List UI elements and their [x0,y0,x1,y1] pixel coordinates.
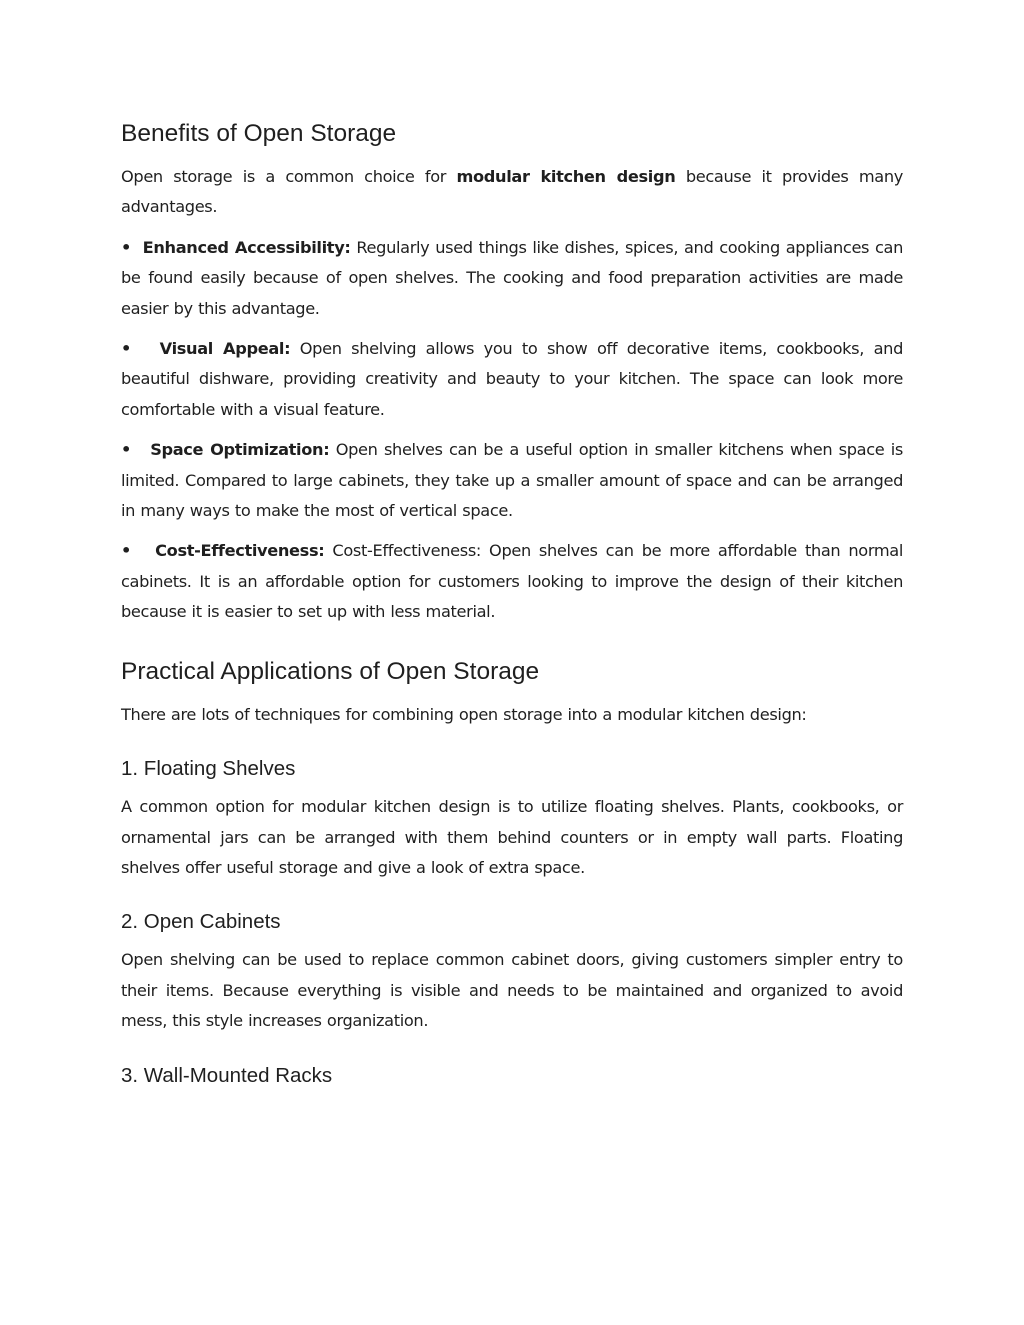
open-cabinets-heading: 2. Open Cabinets [121,910,281,934]
floating-shelves-text: A common option for modular kitchen design is to utilize floating shelves. Plants, cookbooks, or ornamental jars can be arranged with them behind counters or in empty wall parts. Floating shelves offer useful storage and give a look of extra space. [121,797,903,877]
bullet-text: Open shelves can be a useful option in smaller kitchens when space is limited. Compared to large cabinets, they take up a smaller amount of space and can be arranged in many ways to make the most of vertical space. [121,440,904,521]
bullet-icon: • [121,339,131,359]
intro-text-before: Open storage is a common choice for [121,167,457,186]
floating-shelves-heading: 1. Floating Shelves [121,757,296,781]
benefits-intro [121,162,903,223]
bullet-label: Enhanced Accessibility: [142,237,351,257]
benefits-section [121,116,903,628]
bullet-label: Visual Appeal: [159,339,291,359]
bullet-icon: • [121,237,131,257]
intro-text-after: because it provides many advantages. [121,167,904,217]
bullet-text: Regularly used things like dishes, spices, and cooking appliances can be found easily because of open shelves. The cooking and food preparation activities are made easier by this advantage. [121,237,903,318]
bullet-label: Cost-Effectiveness: [155,541,325,561]
bullet-text: Open shelving allows you to show off decorative items, cookbooks, and beautiful dishware, providing creativity and beauty to your kitchen. The space can look more comfortable with a visual feature. [121,339,903,419]
bullet-label: Space Optimization: [150,440,330,460]
bullet-item-cost-effectiveness [121,536,903,627]
bullet-item-accessibility [121,233,903,324]
bullet-icon: • [121,440,131,460]
bullet-item-visual-appeal [121,334,903,425]
applications-intro: There are lots of techniques for combining open storage into a modular kitchen design: [121,704,807,724]
open-cabinets-text: Open shelving can be used to replace common cabinet doors, giving customers simpler entry to their items. Because everything is visible and needs to be maintained and organized to avoid mess, this style increases organization. [121,950,903,1031]
wall-mounted-racks-heading: 3. Wall-Mounted Racks [121,1063,333,1087]
document-page [121,116,903,1099]
benefits-heading: Benefits of Open Storage [121,120,397,147]
intro-bold-link-text: modular kitchen design [456,167,676,186]
applications-section [121,654,903,1091]
bullet-item-space-optimization [121,435,903,526]
bullet-text: Cost-Effectiveness: Open shelves can be more affordable than normal cabinets. It is an affordable option for customers looking to improve the design of their kitchen because it is easier to set up with less material. [121,541,903,622]
applications-heading: Practical Applications of Open Storage [121,657,540,685]
bullet-icon: • [121,541,131,561]
